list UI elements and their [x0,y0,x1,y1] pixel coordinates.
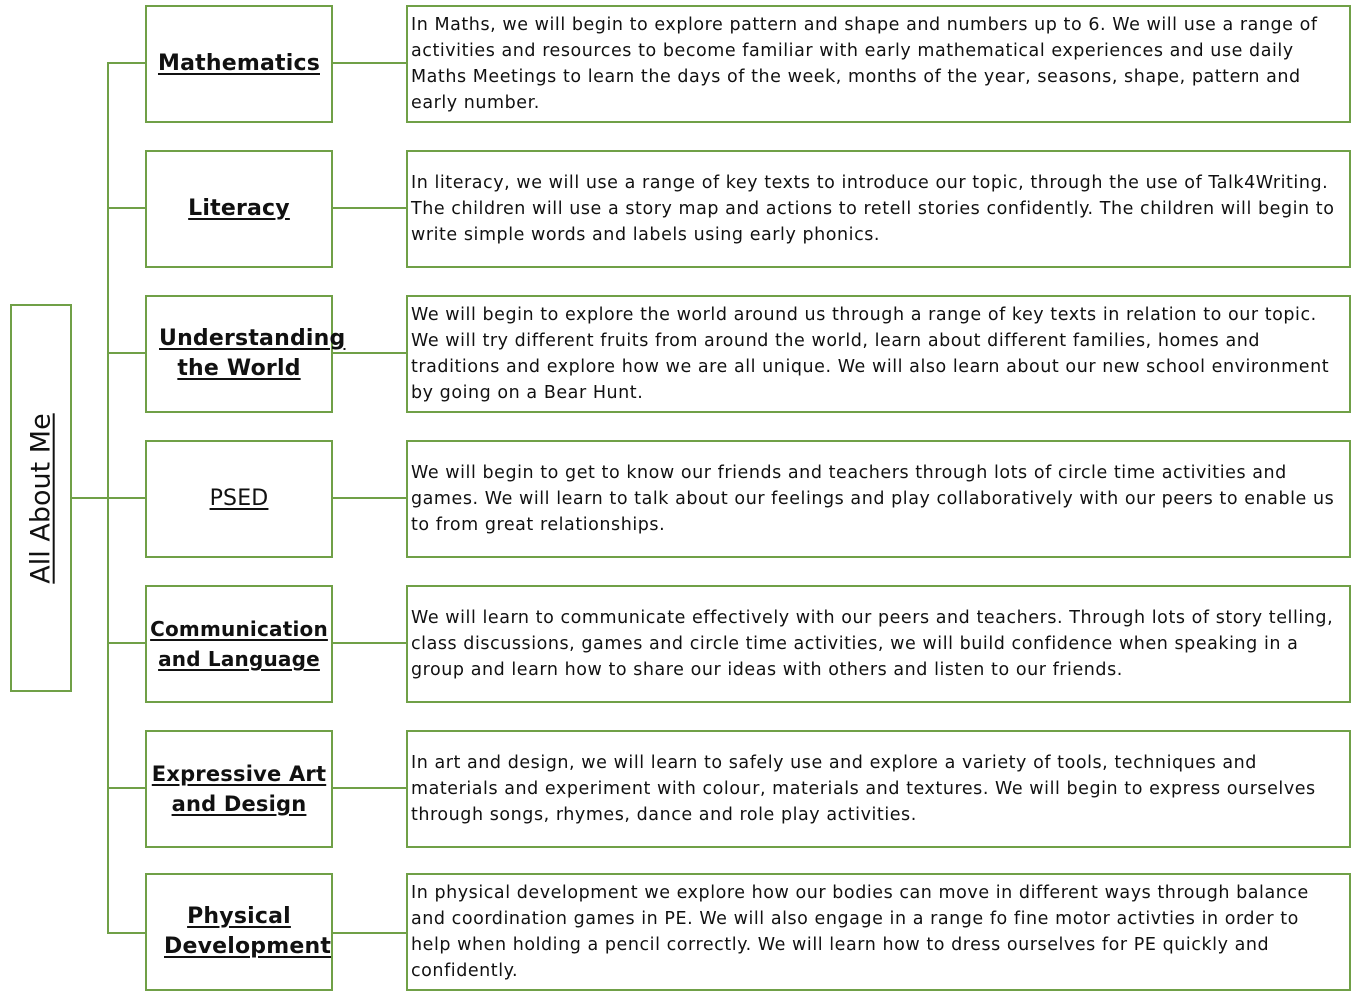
subject-box-mathematics [145,5,333,123]
root-topic-label: All About Me [25,412,57,584]
branch-connector [107,642,145,644]
root-connector [72,497,108,499]
subject-description: In physical development we explore how our bodies can move in different ways through balance and coordination games in PE. We will also engage in a range fo fine motor activties in order to help when holding a pencil correctly. We will learn how to dress ourselves for PE quickly and confidently. [411,883,1309,981]
subject-description: We will begin to get to know our friends and teachers through lots of circle time activities and games. We will learn to talk about our feelings and play collaboratively with our peers to enable us to from great relationships. [411,463,1335,535]
subject-title: PSED [209,486,269,511]
subject-title: Physical Development [164,904,332,959]
branch-connector [107,62,145,64]
subject-title: Expressive Art and Design [151,762,327,816]
subject-box-communication-and-language [145,585,333,703]
leaf-connector [333,352,406,354]
root-topic-box [10,304,72,692]
subject-title: Communication and Language [150,617,328,671]
leaf-connector [333,787,406,789]
leaf-connector [333,642,406,644]
leaf-connector [333,932,406,934]
subject-description: We will begin to explore the world around us through a range of key texts in relation to our topic. We will try different fruits from around the world, learn about different families, homes and traditions and explore how we are all unique. We will also learn about our new school environment by going on a Bear Hunt. [411,305,1330,403]
subject-title: Understanding the World [159,326,346,381]
description-box-mathematics [406,5,1351,123]
subject-title: Literacy [188,196,290,221]
branch-connector [107,787,145,789]
branch-connector [107,497,145,499]
description-box-psed [406,440,1351,558]
description-box-expressive-art-and-design [406,730,1351,848]
leaf-connector [333,62,406,64]
description-box-physical-development [406,873,1351,991]
subject-title: Mathematics [157,51,320,76]
subject-description: In art and design, we will learn to safely use and explore a variety of tools, techniques and materials and experiment with colour, materials and textures. We will begin to express ourselves through songs, rhymes, dance and role play activities. [411,753,1316,825]
subject-box-understanding-the-world [145,295,346,413]
description-box-understanding-the-world [406,295,1351,413]
description-box-literacy [406,150,1351,268]
leaf-connector [333,497,406,499]
subject-box-physical-development [145,873,333,991]
description-box-communication-and-language [406,585,1351,703]
subject-description: In literacy, we will use a range of key texts to introduce our topic, through the use of Talk4Writing. The children will use a story map and actions to retell stories confidently. The children will begin to write simple words and labels using early phonics. [411,173,1335,245]
subject-box-expressive-art-and-design [145,730,333,848]
branch-connector [107,207,145,209]
subject-description: We will learn to communicate effectively with our peers and teachers. Through lots of story telling, class discussions, games and circle time activities, we will build confidence when speaking in a group and learn how to share our ideas with others and listen to our friends. [411,608,1334,680]
branch-connector [107,932,145,934]
subject-description: In Maths, we will begin to explore pattern and shape and numbers up to 6. We will use a range of activities and resources to become familiar with early mathematical experiences and use daily Maths Meetings to learn the days of the week, months of the year, seasons, shape, pattern and early number. [411,15,1318,113]
leaf-connector [333,207,406,209]
branch-connector [107,352,145,354]
subject-box-psed [145,440,333,558]
subject-box-literacy [145,150,333,268]
